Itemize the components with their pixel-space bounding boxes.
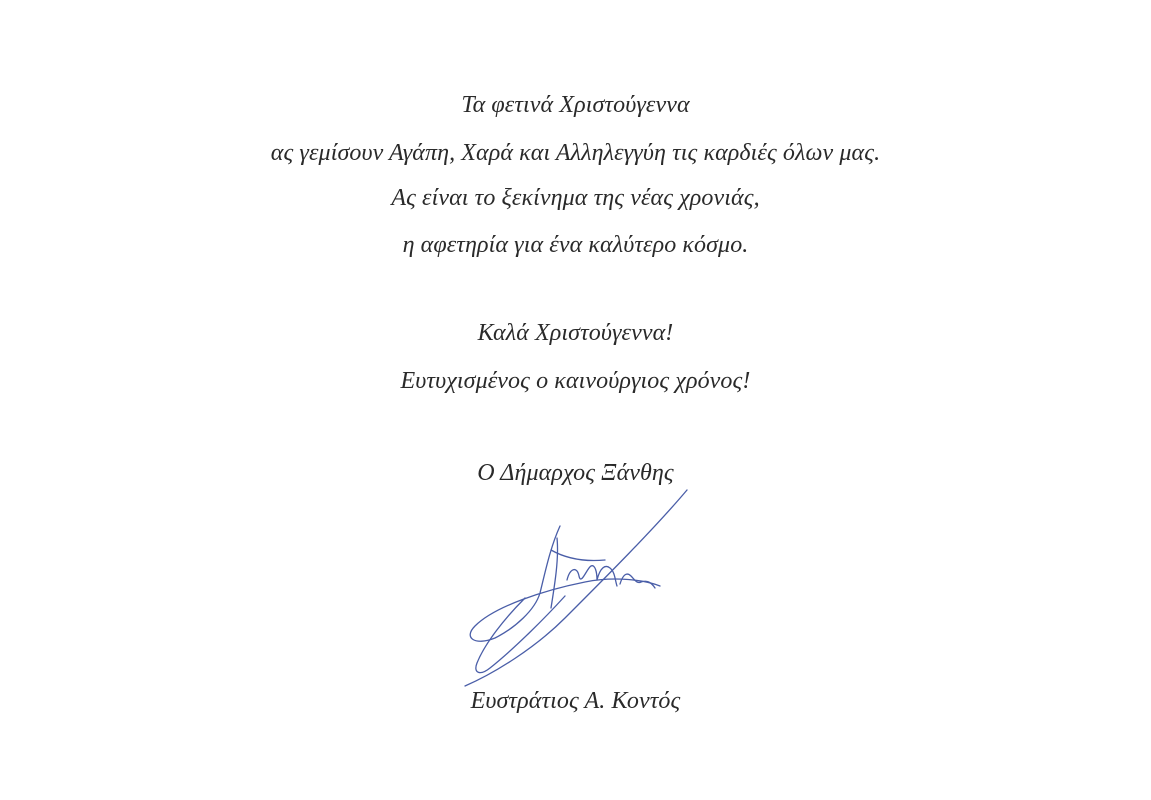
greeting-line-4: η αφετηρία για ένα καλύτερο κόσμο. bbox=[402, 232, 749, 258]
greeting-line-2: ας γεμίσουν Αγάπη, Χαρά και Αλληλεγγύη τις καρδιές όλων μας. bbox=[270, 140, 881, 166]
wish-line-2: Ευτυχισμένος ο καινούργιος χρόνος! bbox=[400, 368, 751, 394]
signatory-name: Ευστράτιος Α. Κοντός bbox=[470, 688, 681, 714]
greeting-line-1: Τα φετινά Χριστούγεννα bbox=[461, 92, 690, 118]
signatory-title: Ο Δήμαρχος Ξάνθης bbox=[477, 460, 674, 486]
wish-line-1: Καλά Χριστούγεννα! bbox=[477, 320, 674, 346]
handwritten-signature bbox=[455, 488, 695, 693]
greeting-line-3: Ας είναι το ξεκίνημα της νέας χρονιάς, bbox=[391, 185, 760, 211]
